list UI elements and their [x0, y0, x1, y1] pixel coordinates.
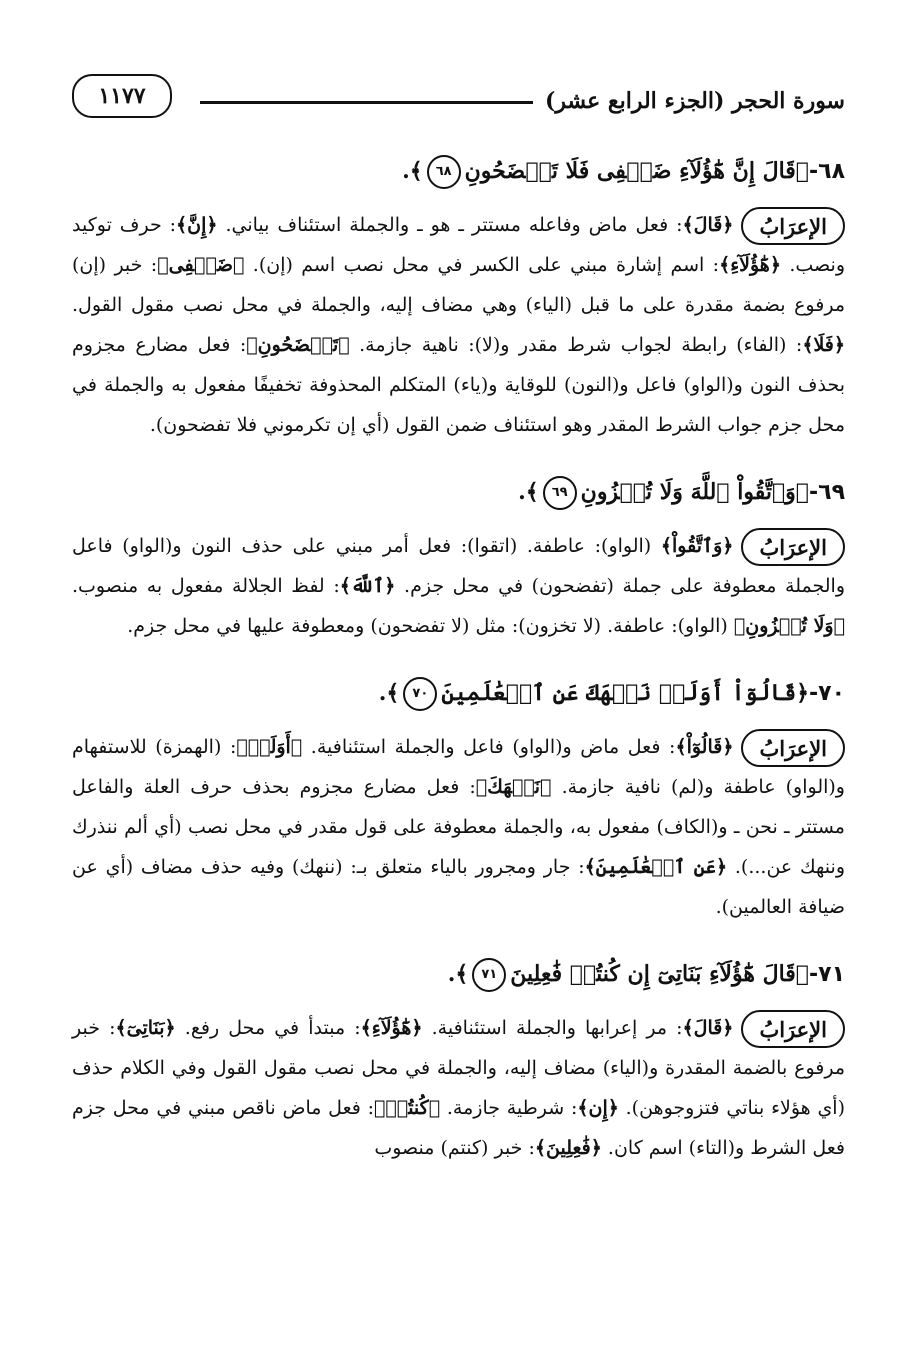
quran-word: ﴿قَالُوٓاْ﴾ [675, 736, 734, 758]
verse-number: ٦٨- [809, 159, 845, 184]
quran-word: ﴿وَٱتَّقُواْ﴾ [660, 535, 734, 557]
verse-close: ﴾. [378, 680, 400, 706]
irab-text: : شرطية جازمة. [440, 1097, 578, 1119]
verse-text: ﴿وَٱتَّقُواْ ٱللَّهَ وَلَا تُخۡزُونِ [580, 479, 809, 505]
verse-text: ﴿قَالَ إِنَّ هَٰٓؤُلَآءِ ضَيۡفِى فَلَا تَفۡضَحُونِ [464, 158, 809, 184]
ayah-number-mark: ٦٩ [543, 476, 577, 510]
surah-title: سورة الحجر (الجزء الرابع عشر) [544, 88, 845, 114]
quran-word: ﴿تَفۡضَحُونِ﴾ [246, 334, 350, 356]
irab-label: الإعرَابُ [741, 207, 845, 245]
header-rule [200, 101, 533, 104]
verse-number: ٦٩- [809, 480, 845, 505]
irab-label: الإعرَابُ [741, 528, 845, 566]
irab-text: : اسم إشارة مبني على الكسر في محل نصب اسم (إن). [244, 254, 720, 276]
verse-line [72, 955, 845, 994]
verse-close: ﴾. [518, 479, 539, 505]
ayah-number-mark: ٧٠ [403, 677, 437, 711]
quran-word: ﴿فَلَا﴾ [802, 334, 845, 356]
irab-text: : خبر مرفوع بالضمة المقدرة و(الياء) مضاف إليه، والجملة في محل نصب مقول القول وفي الكلام حذف (أي هؤلاء بناتي فتزوجوهن). [72, 1017, 846, 1119]
page-header [72, 64, 845, 124]
irab-label: الإعرَابُ [741, 1010, 845, 1048]
quran-word: ﴿عَنِ ٱلۡعَٰلَمِينَ﴾ [584, 856, 728, 878]
verse-line [72, 473, 845, 512]
irab-text: : خبر (كنتم) منصوب [374, 1137, 535, 1159]
page-number: ١١٧٧ [72, 74, 172, 118]
irab-paragraph [72, 205, 845, 445]
quran-word: ﴿إِن﴾ [577, 1097, 619, 1119]
ayah-number-mark: ٧١ [472, 958, 506, 992]
quran-word: ﴿وَلَا تُخۡزُونِ﴾ [733, 615, 845, 637]
irab-text: : مر إعرابها والجملة استئنافية. [422, 1017, 683, 1039]
irab-text: : خبر (إن) مرفوع بضمة مقدرة على ما قبل (الياء) وهي مضاف إليه، والجملة في محل نصب مقول القول. [72, 254, 845, 316]
irab-text: : (الفاء) رابطة لجواب شرط مقدر و(لا): ناهية جازمة. [349, 334, 803, 356]
irab-text: : حرف توكيد ونصب. [72, 214, 845, 276]
irab-text: : فعل ماض و(الواو) فاعل والجملة استئنافية. [302, 736, 676, 758]
irab-text: (الواو): عاطفة. (لا تخزون): مثل (لا تفضحون) ومعطوفة عليها في محل جزم. [127, 615, 734, 637]
irab-paragraph [72, 727, 845, 927]
quran-word: ﴿ٱللَّهَ﴾ [339, 575, 396, 597]
irab-text: : مبتدأ في محل رفع. [175, 1017, 361, 1039]
quran-word: ﴿ضَيۡفِى﴾ [157, 254, 245, 276]
quran-word: ﴿بَنَاتِىٓ﴾ [115, 1017, 176, 1039]
quran-word: ﴿قَالَ﴾ [682, 214, 734, 236]
page-content [72, 152, 845, 1168]
irab-text: : فعل ماض وفاعله مستتر ـ هو ـ والجملة استئناف بياني. [217, 214, 683, 236]
irab-text: (الواو): عاطفة. (اتقوا): فعل أمر مبني على حذف النون و(الواو) فاعل والجملة معطوفة على جملة (تفضحون) في محل جزم. [72, 535, 846, 597]
verse-number: ٧١- [809, 962, 845, 987]
quran-word: ﴿نَنۡهَكَ﴾ [475, 776, 552, 798]
irab-paragraph [72, 1008, 845, 1168]
quran-word: ﴿هَٰٓؤُلَآءِ﴾ [719, 254, 781, 276]
quran-word: ﴿أَوَلَمۡ﴾ [236, 736, 303, 758]
irab-text: : (الهمزة) للاستفهام و(الواو) عاطفة و(لم) نافية جازمة. [72, 736, 845, 798]
quran-word: ﴿كُنتُمۡ﴾ [373, 1097, 441, 1119]
irab-text: : فعل ماض ناقص مبني في محل جزم فعل الشرط و(التاء) اسم كان. [72, 1097, 845, 1159]
verse-line [72, 674, 845, 713]
ayah-number-mark: ٦٨ [427, 155, 461, 189]
quran-word: ﴿إِنَّ﴾ [176, 214, 218, 236]
verse-text: ﴿قَالَ هَٰٓؤُلَآءِ بَنَاتِىٓ إِن كُنتُمۡ فَٰعِلِينَ [510, 961, 809, 987]
verse-number: ٧٠- [809, 681, 845, 706]
irab-text: : لفظ الجلالة مفعول به منصوب. [72, 575, 340, 597]
irab-text: : فعل مضارع مجزوم بحذف حرف العلة والفاعل مستتر ـ نحن ـ و(الكاف) مفعول به، والجملة معطوفة على قول مقدر في محل نصب (أي ألم ننذرك وننهك عن...). [72, 776, 846, 878]
verse-line [72, 152, 845, 191]
irab-text: : فعل مضارع مجزوم بحذف النون و(الواو) فاعل و(النون) للوقاية و(ياء) المتكلم المحذوفة تخفيفًا مفعول به والجملة في محل جزم جواب الشرط المقدر وهو استئناف ضمن القول (أي إن تكرموني فلا تفضحون). [72, 334, 845, 436]
irab-text: : جار ومجرور بالياء متعلق بـ: (ننهك) وفيه حذف مضاف (أي عن ضيافة العالمين). [72, 856, 845, 918]
verse-text: ﴿قَالُوٓاْ أَوَلَمۡ نَنۡهَكَ عَنِ ٱلۡعَٰلَمِينَ [441, 680, 809, 706]
quran-word: ﴿فَٰعِلِينَ﴾ [534, 1137, 602, 1159]
quran-word: ﴿هَٰٓؤُلَآءِ﴾ [360, 1017, 423, 1039]
verse-close: ﴾. [402, 158, 423, 184]
verse-close: ﴾. [447, 961, 469, 987]
quran-word: ﴿قَالَ﴾ [682, 1017, 734, 1039]
irab-label: الإعرَابُ [741, 729, 845, 767]
irab-paragraph [72, 526, 845, 646]
